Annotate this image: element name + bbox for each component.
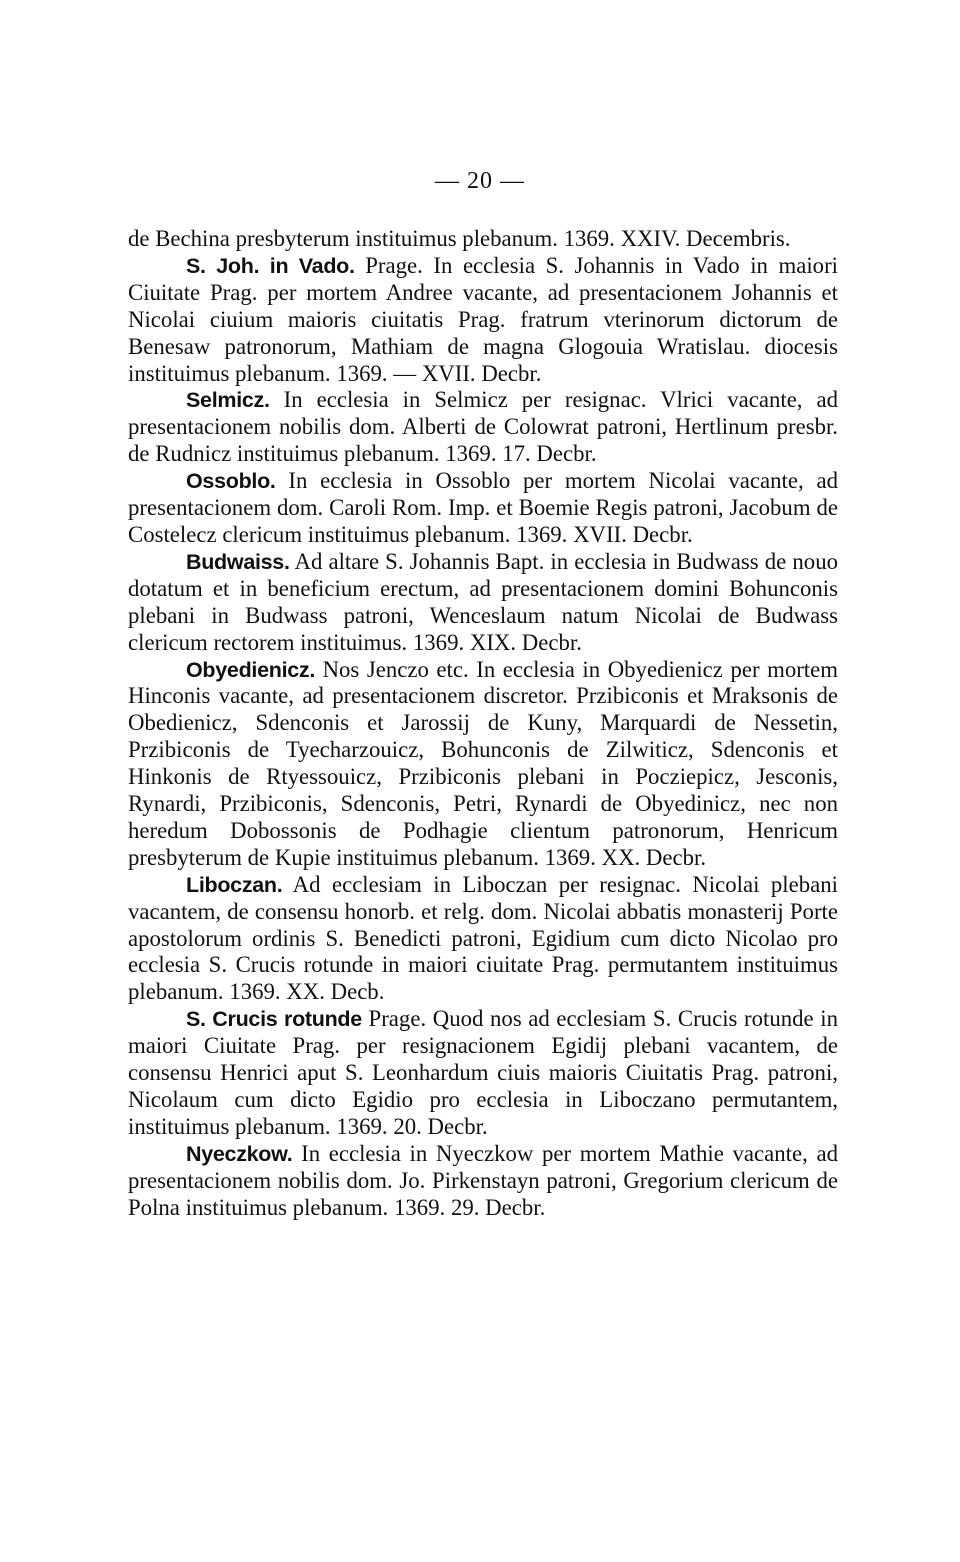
entry-text: Ad ecclesiam in Liboczan per resignac. Nicolai plebani vacantem, de consensu honorb. et relg. dom. Nicolai abbatis monasterij Porte apostolorum ordinis S. Benedicti patroni, Egidium cum dicto Nicolao pro ecclesia S. Crucis rotunde in maiori ciuitate Prag. permutantem instituimus plebanum. 1369. XX. Decb. [128,871,838,1005]
entry-text: Prage. Quod nos ad ecclesiam S. Crucis rotunde in maiori Ciuitate Prag. per resignacionem Egidij plebani vacantem, de consensu Henrici aput S. Leonhardum ciuis maioris Ciuitatis Prag. patroni, Nicolaum cum dicto Egidio pro ecclesia in Liboczano permutantem, instituimus plebanum. 1369. 20. Decbr. [128,1006,838,1139]
entry-heading: Budwaiss. [186,549,290,574]
entry-text: Prage. In ecclesia S. Johannis in Vado in maiori Ciuitate Prag. per mortem Andree vacante, ad presentacionem Johannis et Nicolai ciuium maioris ciuitatis Prag. fratrum vterinorum dictorum de Benesaw patronorum, Mathiam de magna Glogouia Wratislau. diocesis instituimus plebanum. 1369. — XVII. Decbr. [128,252,838,386]
entry-text: de Bechina presbyterum instituimus plebanum. 1369. XXIV. Decembris. [128,226,791,251]
entry-selmicz [128,387,838,468]
entry-heading: S. Crucis rotunde [186,1007,362,1032]
entry-text: In ecclesia in Nyeczkow per mortem Mathie vacante, ad presentacionem nobilis dom. Jo. Pirkenstayn patroni, Gregorium clericum de Polna instituimus plebanum. 1369. 29. Decbr. [128,1140,838,1220]
entry-obyedienicz [128,657,838,872]
entry-heading: Obyedienicz. [186,657,316,682]
entry-heading: Ossoblo. [186,469,276,494]
entry-s-crucis-rotunde [128,1006,838,1141]
entry-text: In ecclesia in Ossoblo per mortem Nicolai vacante, ad presentacionem dom. Caroli Rom. Imp. et Boemie Regis patroni, Jacobum de Costelecz clericum instituimus plebanum. 1369. XVII. Decbr. [128,468,838,547]
entry-nyeczkow [128,1141,838,1222]
entry-text: Ad altare S. Johannis Bapt. in ecclesia in Budwass de nouo dotatum et in beneficium erectum, ad presentacionem domini Bohunconis plebani in Budwass patroni, Wenceslaum natum Nicolai de Budwass clericum rectorem instituimus. 1369. XIX. Decbr. [128,548,838,655]
page-number: — 20 — [435,168,525,194]
entry-s-joh-in-vado [128,253,838,388]
entry-ossoblo [128,468,838,549]
entry-continuation [128,226,838,253]
entry-heading: Liboczan. [186,872,283,897]
text-body [128,226,838,1222]
entry-budwaiss [128,549,838,657]
entry-text: Nos Jenczo etc. In ecclesia in Obyedienicz per mortem Hinconis vacante, ad presentacionem discretor. Przibiconis et Mraksonis de Obedienicz, Sdenconis et Jarossij de Kuny, Marquardi de Nessetin, Przibiconis de Tyecharzouicz, Bohunconis de Zilwiticz, Sdenconis et Hinkonis de Rtyessouicz, Przibiconis plebani in Pocziepicz, Jesconis, Rynardi, Przibiconis, Sdenconis, Petri, Rynardi de Obyedinicz, nec non heredum Dobossonis de Podhagie clientum patronorum, Henricum presbyterum de Kupie instituimus plebanum. 1369. XX. Decbr. [128,656,838,870]
entry-text: In ecclesia in Selmicz per resignac. Vlrici vacante, ad presentacionem nobilis dom. Alberti de Colowrat patroni, Hertlinum presbr. de Rudnicz instituimus plebanum. 1369. 17. Decbr. [128,387,838,467]
entry-heading: Nyeczkow. [186,1141,293,1166]
entry-liboczan [128,872,838,1007]
entry-heading: Selmicz. [186,388,270,413]
entry-heading: S. Joh. in Vado. [186,253,355,278]
